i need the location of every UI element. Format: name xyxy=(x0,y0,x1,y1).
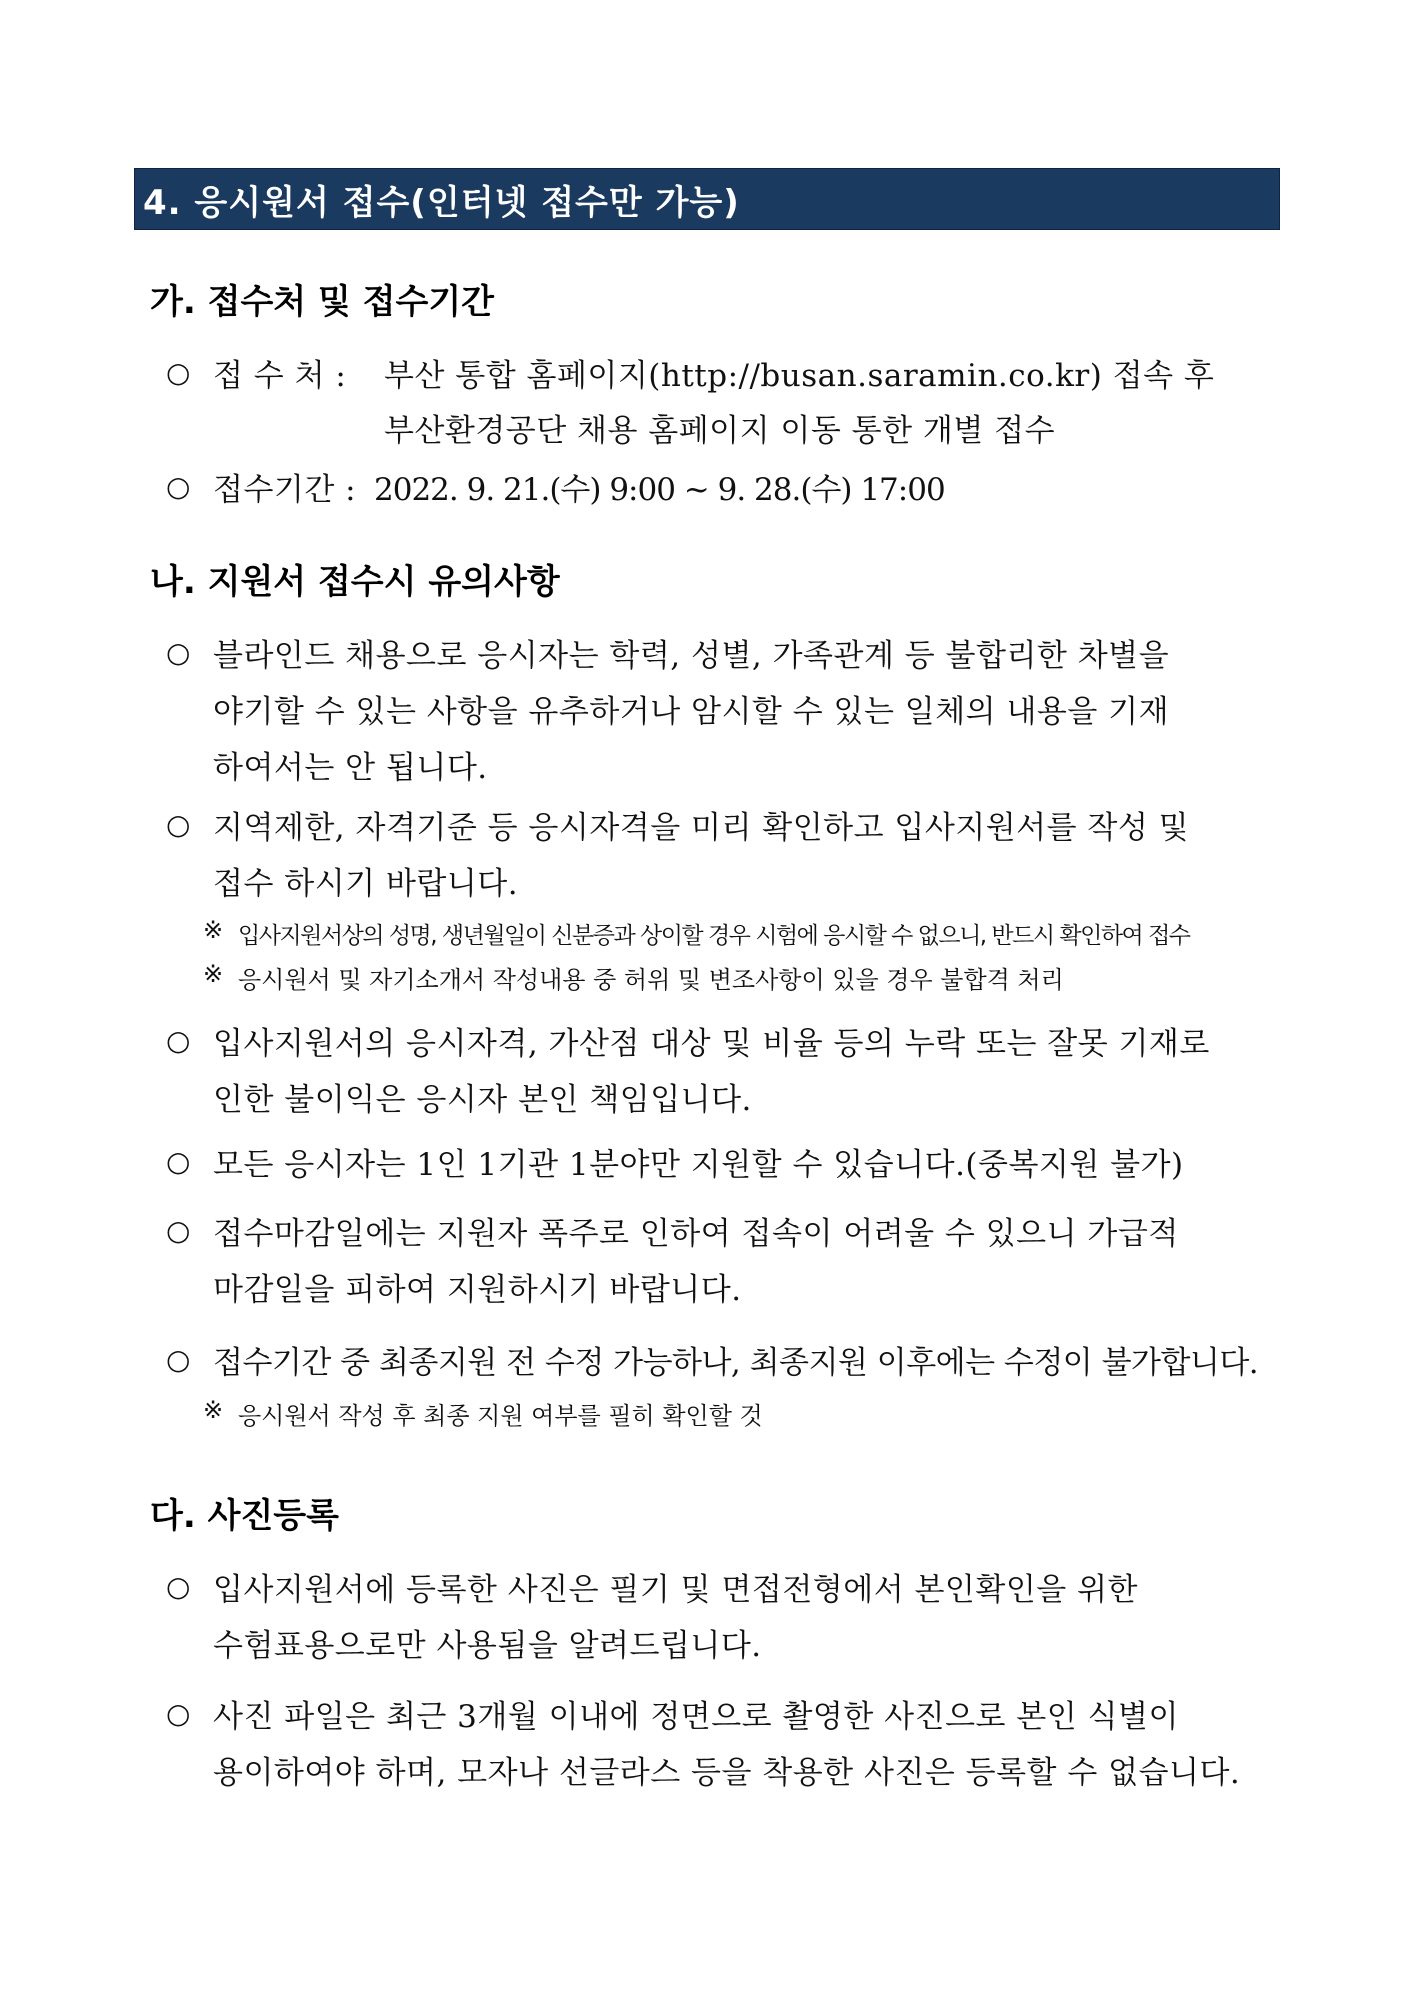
note-icon: ※ xyxy=(203,916,224,944)
photo-1-line-1: 입사지원서에 등록한 사진은 필기 및 면접전형에서 본인확인을 위한 xyxy=(213,1572,1138,1608)
reception-period-value: 2022. 9. 21.(수) 9:00 ~ 9. 28.(수) 17:00 xyxy=(374,472,945,508)
notice-3-line-2: 인한 불이익은 응시자 본인 책임입니다. xyxy=(213,1082,752,1118)
subsection-title-a: 가. 접수처 및 접수기간 xyxy=(150,282,495,322)
notice-2-line-1: 지역제한, 자격기준 등 응시자격을 미리 확인하고 입사지원서를 작성 및 xyxy=(213,810,1190,846)
notice-2-line-2: 접수 하시기 바랍니다. xyxy=(213,866,519,902)
section-title: 4. 응시원서 접수(인터넷 접수만 가능) xyxy=(143,183,740,223)
notice-4: 모든 응시자는 1인 1기관 1분야만 지원할 수 있습니다.(중복지원 불가) xyxy=(213,1147,1184,1183)
notice-3-line-1: 입사지원서의 응시자격, 가산점 대상 및 비율 등의 누락 또는 잘못 기재로 xyxy=(213,1026,1210,1062)
bullet-icon: ○ xyxy=(166,808,191,841)
note-2: 응시원서 및 자기소개서 작성내용 중 허위 및 변조사항이 있을 경우 불합격 처리 xyxy=(238,966,1064,994)
subsection-title-c: 다. 사진등록 xyxy=(150,1496,339,1536)
notice-1-line-3: 하여서는 안 됩니다. xyxy=(213,750,488,786)
bullet-icon: ○ xyxy=(166,1343,191,1376)
notice-5-line-1: 접수마감일에는 지원자 폭주로 인하여 접속이 어려울 수 있으니 가급적 xyxy=(213,1216,1179,1252)
note-icon: ※ xyxy=(203,1396,224,1424)
notice-1-line-2: 야기할 수 있는 사항을 유추하거나 암시할 수 있는 일체의 내용을 기재 xyxy=(213,694,1170,730)
note-1: 입사지원서상의 성명, 생년월일이 신분증과 상이할 경우 시험에 응시할 수 없으니, 반드시 확인하여 접수 xyxy=(238,923,1190,949)
bullet-icon: ○ xyxy=(166,1570,191,1603)
notice-1-line-1: 블라인드 채용으로 응시자는 학력, 성별, 가족관계 등 불합리한 차별을 xyxy=(213,638,1170,674)
bullet-icon: ○ xyxy=(166,1697,191,1730)
note-icon: ※ xyxy=(203,960,224,988)
bullet-icon: ○ xyxy=(166,1145,191,1178)
notice-5-line-2: 마감일을 피하여 지원하시기 바랍니다. xyxy=(213,1272,742,1308)
photo-1-line-2: 수험표용으로만 사용됨을 알려드립니다. xyxy=(213,1628,762,1664)
bullet-icon: ○ xyxy=(166,1024,191,1057)
bullet-icon: ○ xyxy=(166,470,191,503)
reception-place-line-1: 부산 통합 홈페이지(http://busan.saramin.co.kr) 접속 후 xyxy=(384,358,1215,394)
photo-2-line-1: 사진 파일은 최근 3개월 이내에 정면으로 촬영한 사진으로 본인 식별이 xyxy=(213,1699,1179,1735)
note-3: 응시원서 작성 후 최종 지원 여부를 필히 확인할 것 xyxy=(238,1402,763,1430)
bullet-icon: ○ xyxy=(166,356,191,389)
reception-period-label: 접수기간 : xyxy=(213,472,357,508)
photo-2-line-2: 용이하여야 하며, 모자나 선글라스 등을 착용한 사진은 등록할 수 없습니다. xyxy=(213,1755,1241,1791)
reception-place-line-2: 부산환경공단 채용 홈페이지 이동 통한 개별 접수 xyxy=(384,413,1056,449)
reception-place-label: 접 수 처 : xyxy=(213,358,347,394)
subsection-title-b: 나. 지원서 접수시 유의사항 xyxy=(150,562,560,602)
section-banner xyxy=(134,168,1280,230)
bullet-icon: ○ xyxy=(166,1214,191,1247)
bullet-icon: ○ xyxy=(166,636,191,669)
notice-6: 접수기간 중 최종지원 전 수정 가능하나, 최종지원 이후에는 수정이 불가합니다. xyxy=(213,1345,1259,1381)
